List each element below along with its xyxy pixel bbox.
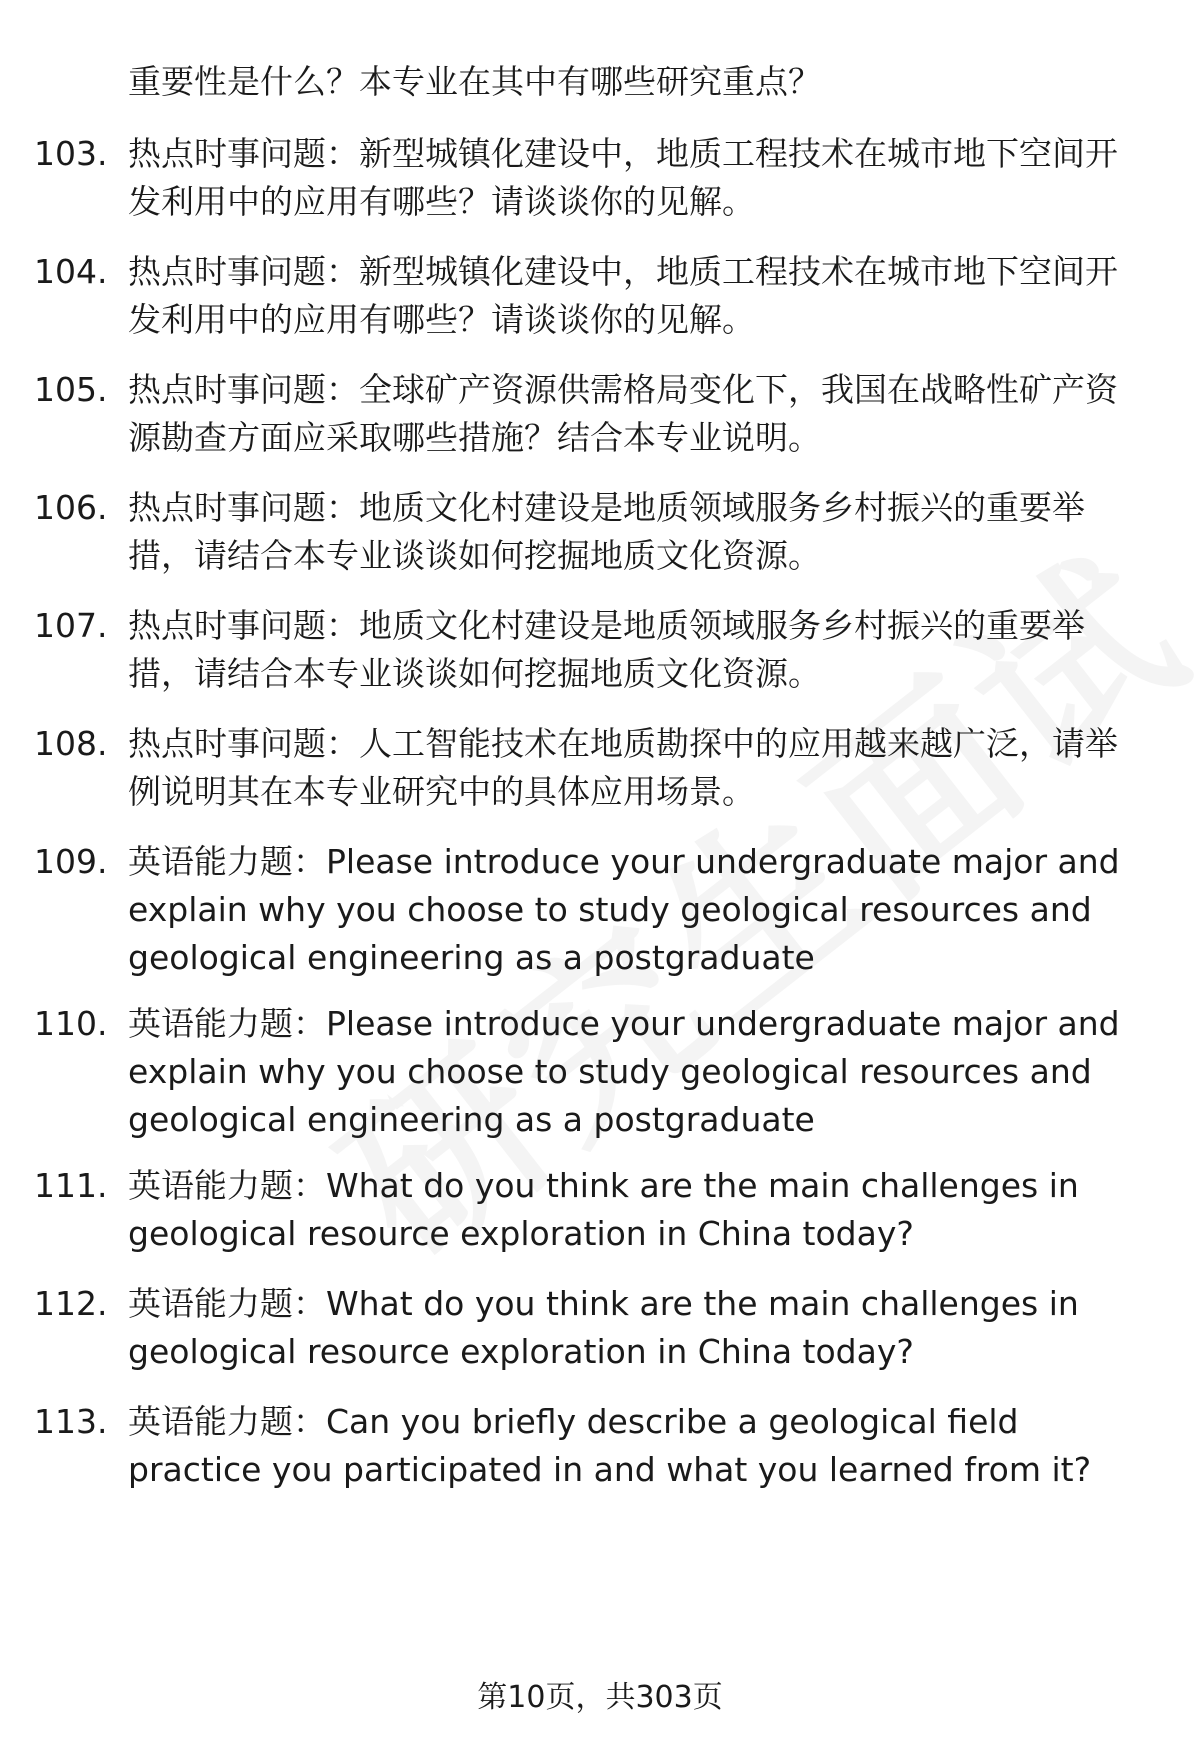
- item-text: 热点时事问题：新型城镇化建设中，地质工程技术在城市地下空间开发利用中的应用有哪些？请谈谈你的见解。: [128, 134, 1118, 221]
- item-text: 热点时事问题：新型城镇化建设中，地质工程技术在城市地下空间开发利用中的应用有哪些？请谈谈你的见解。: [128, 252, 1118, 339]
- item-number: 110.: [34, 1004, 108, 1043]
- item-text: 热点时事问题：人工智能技术在地质勘探中的应用越来越广泛，请举例说明其在本专业研究中的具体应用场景。: [128, 724, 1118, 811]
- item-text: 英语能力题：Please introduce your undergraduate major and explain why you choose to study geological resources and geological engineering as a postgraduate: [128, 842, 1120, 977]
- item-text: 英语能力题：Can you briefly describe a geological field practice you participated in and what you learned from it?: [128, 1402, 1092, 1489]
- item-number: 106.: [34, 488, 108, 527]
- item-text: 热点时事问题：全球矿产资源供需格局变化下，我国在战略性矿产资源勘查方面应采取哪些措施？结合本专业说明。: [128, 370, 1118, 457]
- item-text: 重要性是什么？本专业在其中有哪些研究重点？: [128, 62, 821, 101]
- item-number: 111.: [34, 1166, 108, 1205]
- item-number: 108.: [34, 724, 108, 763]
- page-footer: 第10页，共303页: [477, 1680, 723, 1715]
- item-number: 113.: [34, 1402, 108, 1441]
- item-text: 英语能力题：Please introduce your undergraduate major and explain why you choose to study geological resources and geological engineering as a postgraduate: [128, 1004, 1120, 1139]
- item-number: 105.: [34, 370, 108, 409]
- item-text: 热点时事问题：地质文化村建设是地质领域服务乡村振兴的重要举措，请结合本专业谈谈如何挖掘地质文化资源。: [128, 488, 1085, 575]
- item-number: 104.: [34, 252, 108, 291]
- item-text: 英语能力题：What do you think are the main challenges in geological resource exploration in China today?: [128, 1166, 1079, 1253]
- item-text: 英语能力题：What do you think are the main challenges in geological resource exploration in China today?: [128, 1284, 1079, 1371]
- item-text: 热点时事问题：地质文化村建设是地质领域服务乡村振兴的重要举措，请结合本专业谈谈如何挖掘地质文化资源。: [128, 606, 1085, 693]
- item-number: 112.: [34, 1284, 108, 1323]
- item-number: 107.: [34, 606, 108, 645]
- item-number: 109.: [34, 842, 108, 881]
- item-number: 103.: [34, 134, 108, 173]
